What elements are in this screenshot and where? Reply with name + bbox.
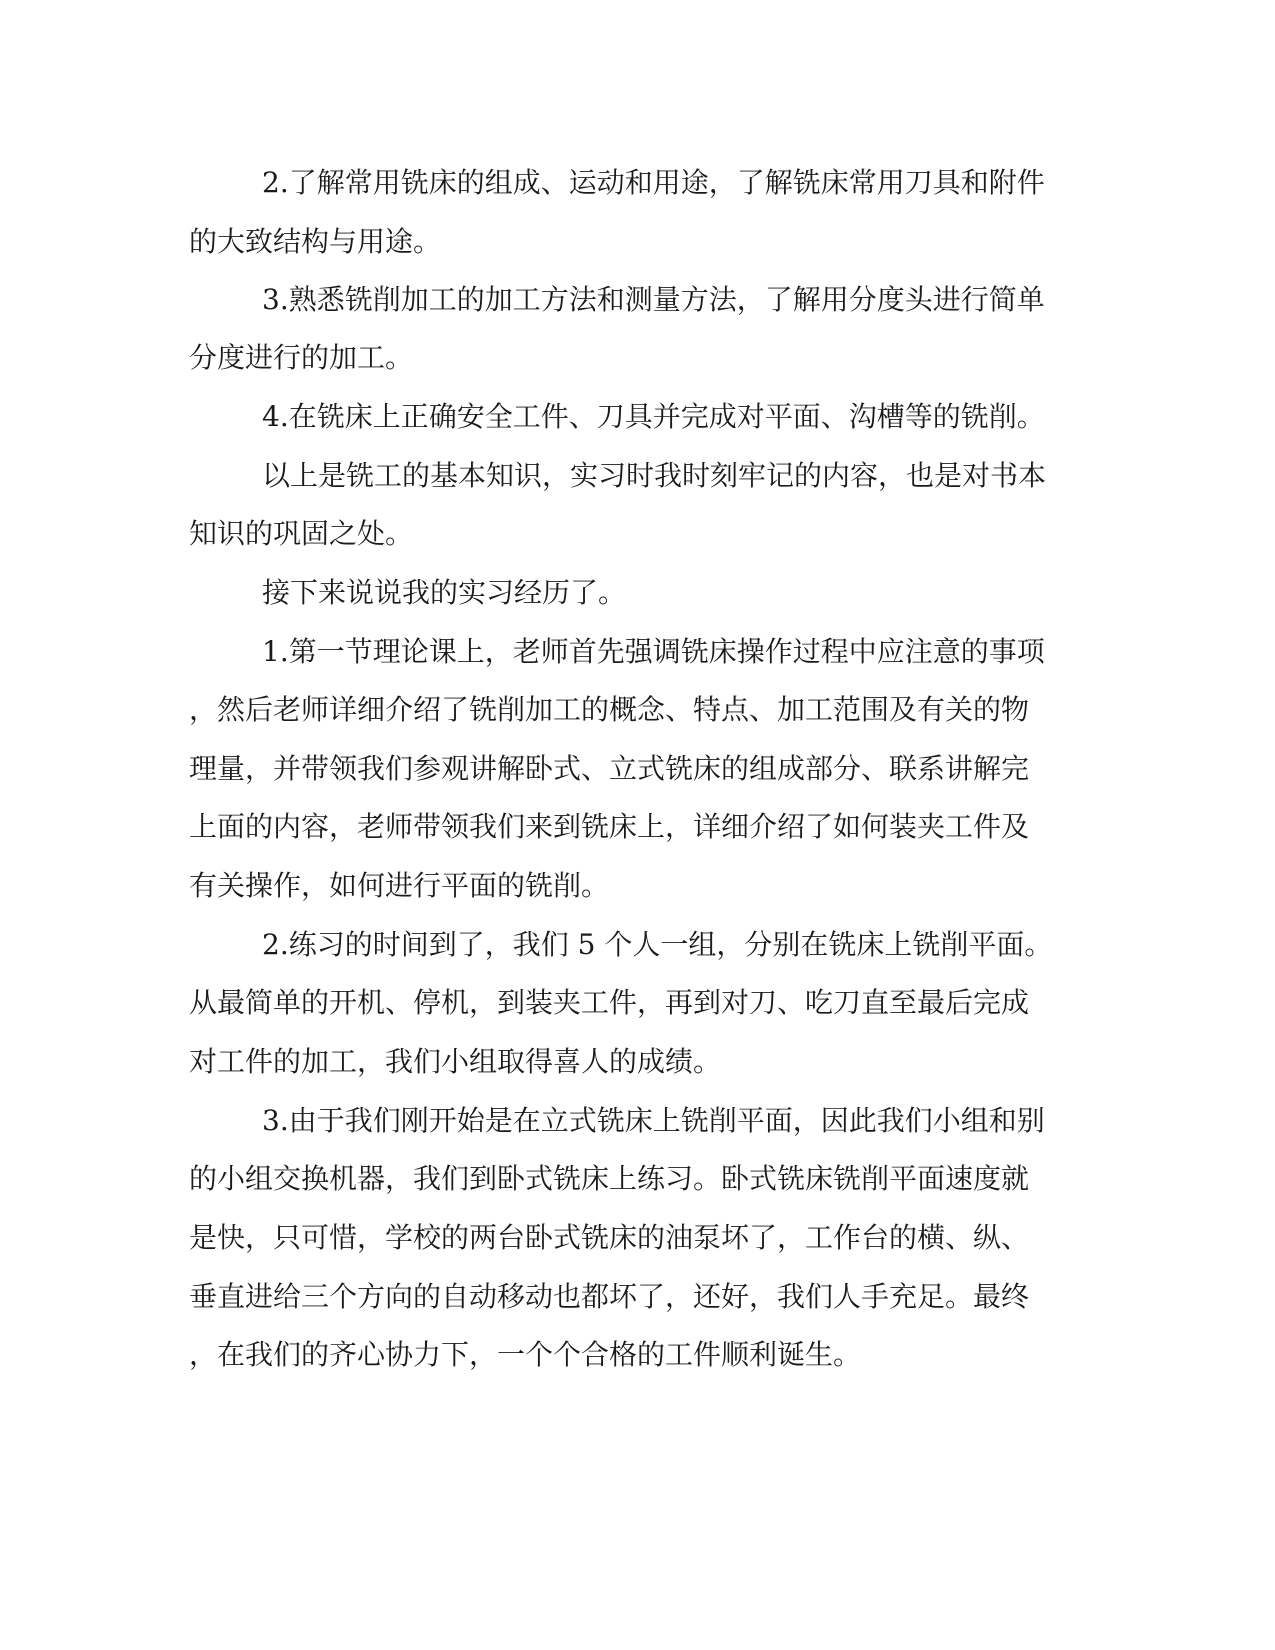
text-line: ，在我们的齐心协力下，一个个合格的工件顺利诞生。 bbox=[189, 1338, 862, 1371]
text-line: 3.由于我们刚开始是在立式铣床上铣削平面，因此我们小组和别 bbox=[262, 1104, 1045, 1137]
text-line: 接下来说说我的实习经历了。 bbox=[262, 576, 627, 609]
text-line: 有关操作，如何进行平面的铣削。 bbox=[189, 869, 610, 902]
text-line: 理量，并带领我们参观讲解卧式、立式铣床的组成部分、联系讲解完 bbox=[189, 752, 1030, 785]
text-line: 2.了解常用铣床的组成、运动和用途，了解铣床常用刀具和附件 bbox=[262, 166, 1045, 199]
text-line: 2.练习的时间到了，我们 5 个人一组，分别在铣床上铣削平面。 bbox=[262, 928, 1053, 961]
text-line: 3.熟悉铣削加工的加工方法和测量方法，了解用分度头进行简单 bbox=[262, 283, 1045, 316]
text-line: 知识的巩固之处。 bbox=[189, 517, 414, 550]
text-line: 分度进行的加工。 bbox=[189, 341, 414, 374]
text-line: 以上是铣工的基本知识，实习时我时刻牢记的内容，也是对书本 bbox=[262, 459, 1047, 492]
text-line: 的小组交换机器，我们到卧式铣床上练习。卧式铣床铣削平面速度就 bbox=[189, 1162, 1030, 1195]
text-line: 垂直进给三个方向的自动移动也都坏了，还好，我们人手充足。最终 bbox=[189, 1280, 1030, 1313]
text-line: 对工件的加工，我们小组取得喜人的成绩。 bbox=[189, 1045, 722, 1078]
text-line: 1.第一节理论课上，老师首先强调铣床操作过程中应注意的事项 bbox=[262, 635, 1045, 668]
text-line: 是快，只可惜，学校的两台卧式铣床的油泵坏了，工作台的横、纵、 bbox=[189, 1221, 1030, 1254]
text-line: 的大致结构与用途。 bbox=[189, 225, 442, 258]
text-line: 上面的内容，老师带领我们来到铣床上，详细介绍了如何装夹工件及 bbox=[189, 810, 1030, 843]
text-line: 4.在铣床上正确安全工件、刀具并完成对平面、沟槽等的铣削。 bbox=[262, 400, 1045, 433]
text-line: ，然后老师详细介绍了铣削加工的概念、特点、加工范围及有关的物 bbox=[189, 693, 1030, 726]
text-line: 从最简单的开机、停机，到装夹工件，再到对刀、吃刀直至最后完成 bbox=[189, 986, 1030, 1019]
